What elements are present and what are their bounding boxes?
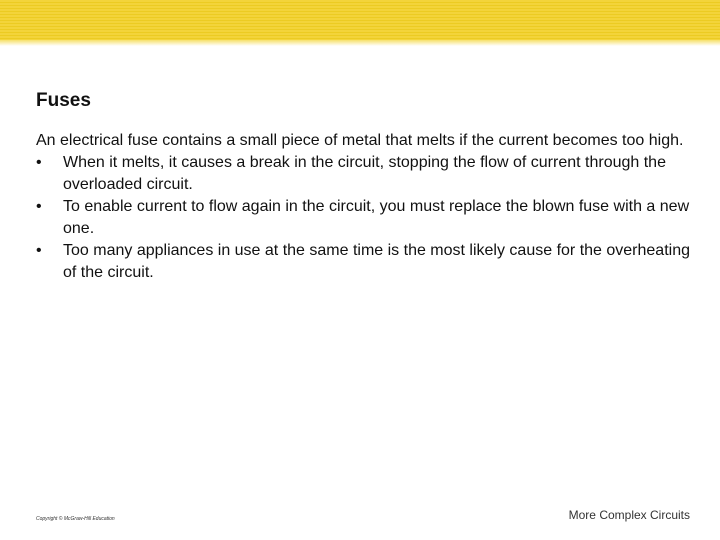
list-item [36,196,696,240]
bullet-marker: • [36,154,42,171]
intro-paragraph: An electrical fuse contains a small piece of metal that melts if the current becomes too high. [36,132,684,149]
bullet-list [36,152,696,284]
list-item-text: To enable current to flow again in the circuit, you must replace the blown fuse with a new one. [63,198,690,237]
bullet-marker: • [36,242,42,259]
copyright-notice: Copyright © McGraw-Hill Education [36,516,115,522]
list-item [36,240,696,284]
list-item-text: When it melts, it causes a break in the circuit, stopping the flow of current through the overloaded circuit. [63,154,666,193]
list-item-text: Too many appliances in use at the same time is the most likely cause for the overheating of the circuit. [63,242,690,281]
section-label: More Complex Circuits [568,508,690,522]
bullet-marker: • [36,198,42,215]
slide-body [36,130,696,284]
list-item [36,152,696,196]
header-accent-band [0,0,720,40]
slide-title: Fuses [36,90,91,111]
